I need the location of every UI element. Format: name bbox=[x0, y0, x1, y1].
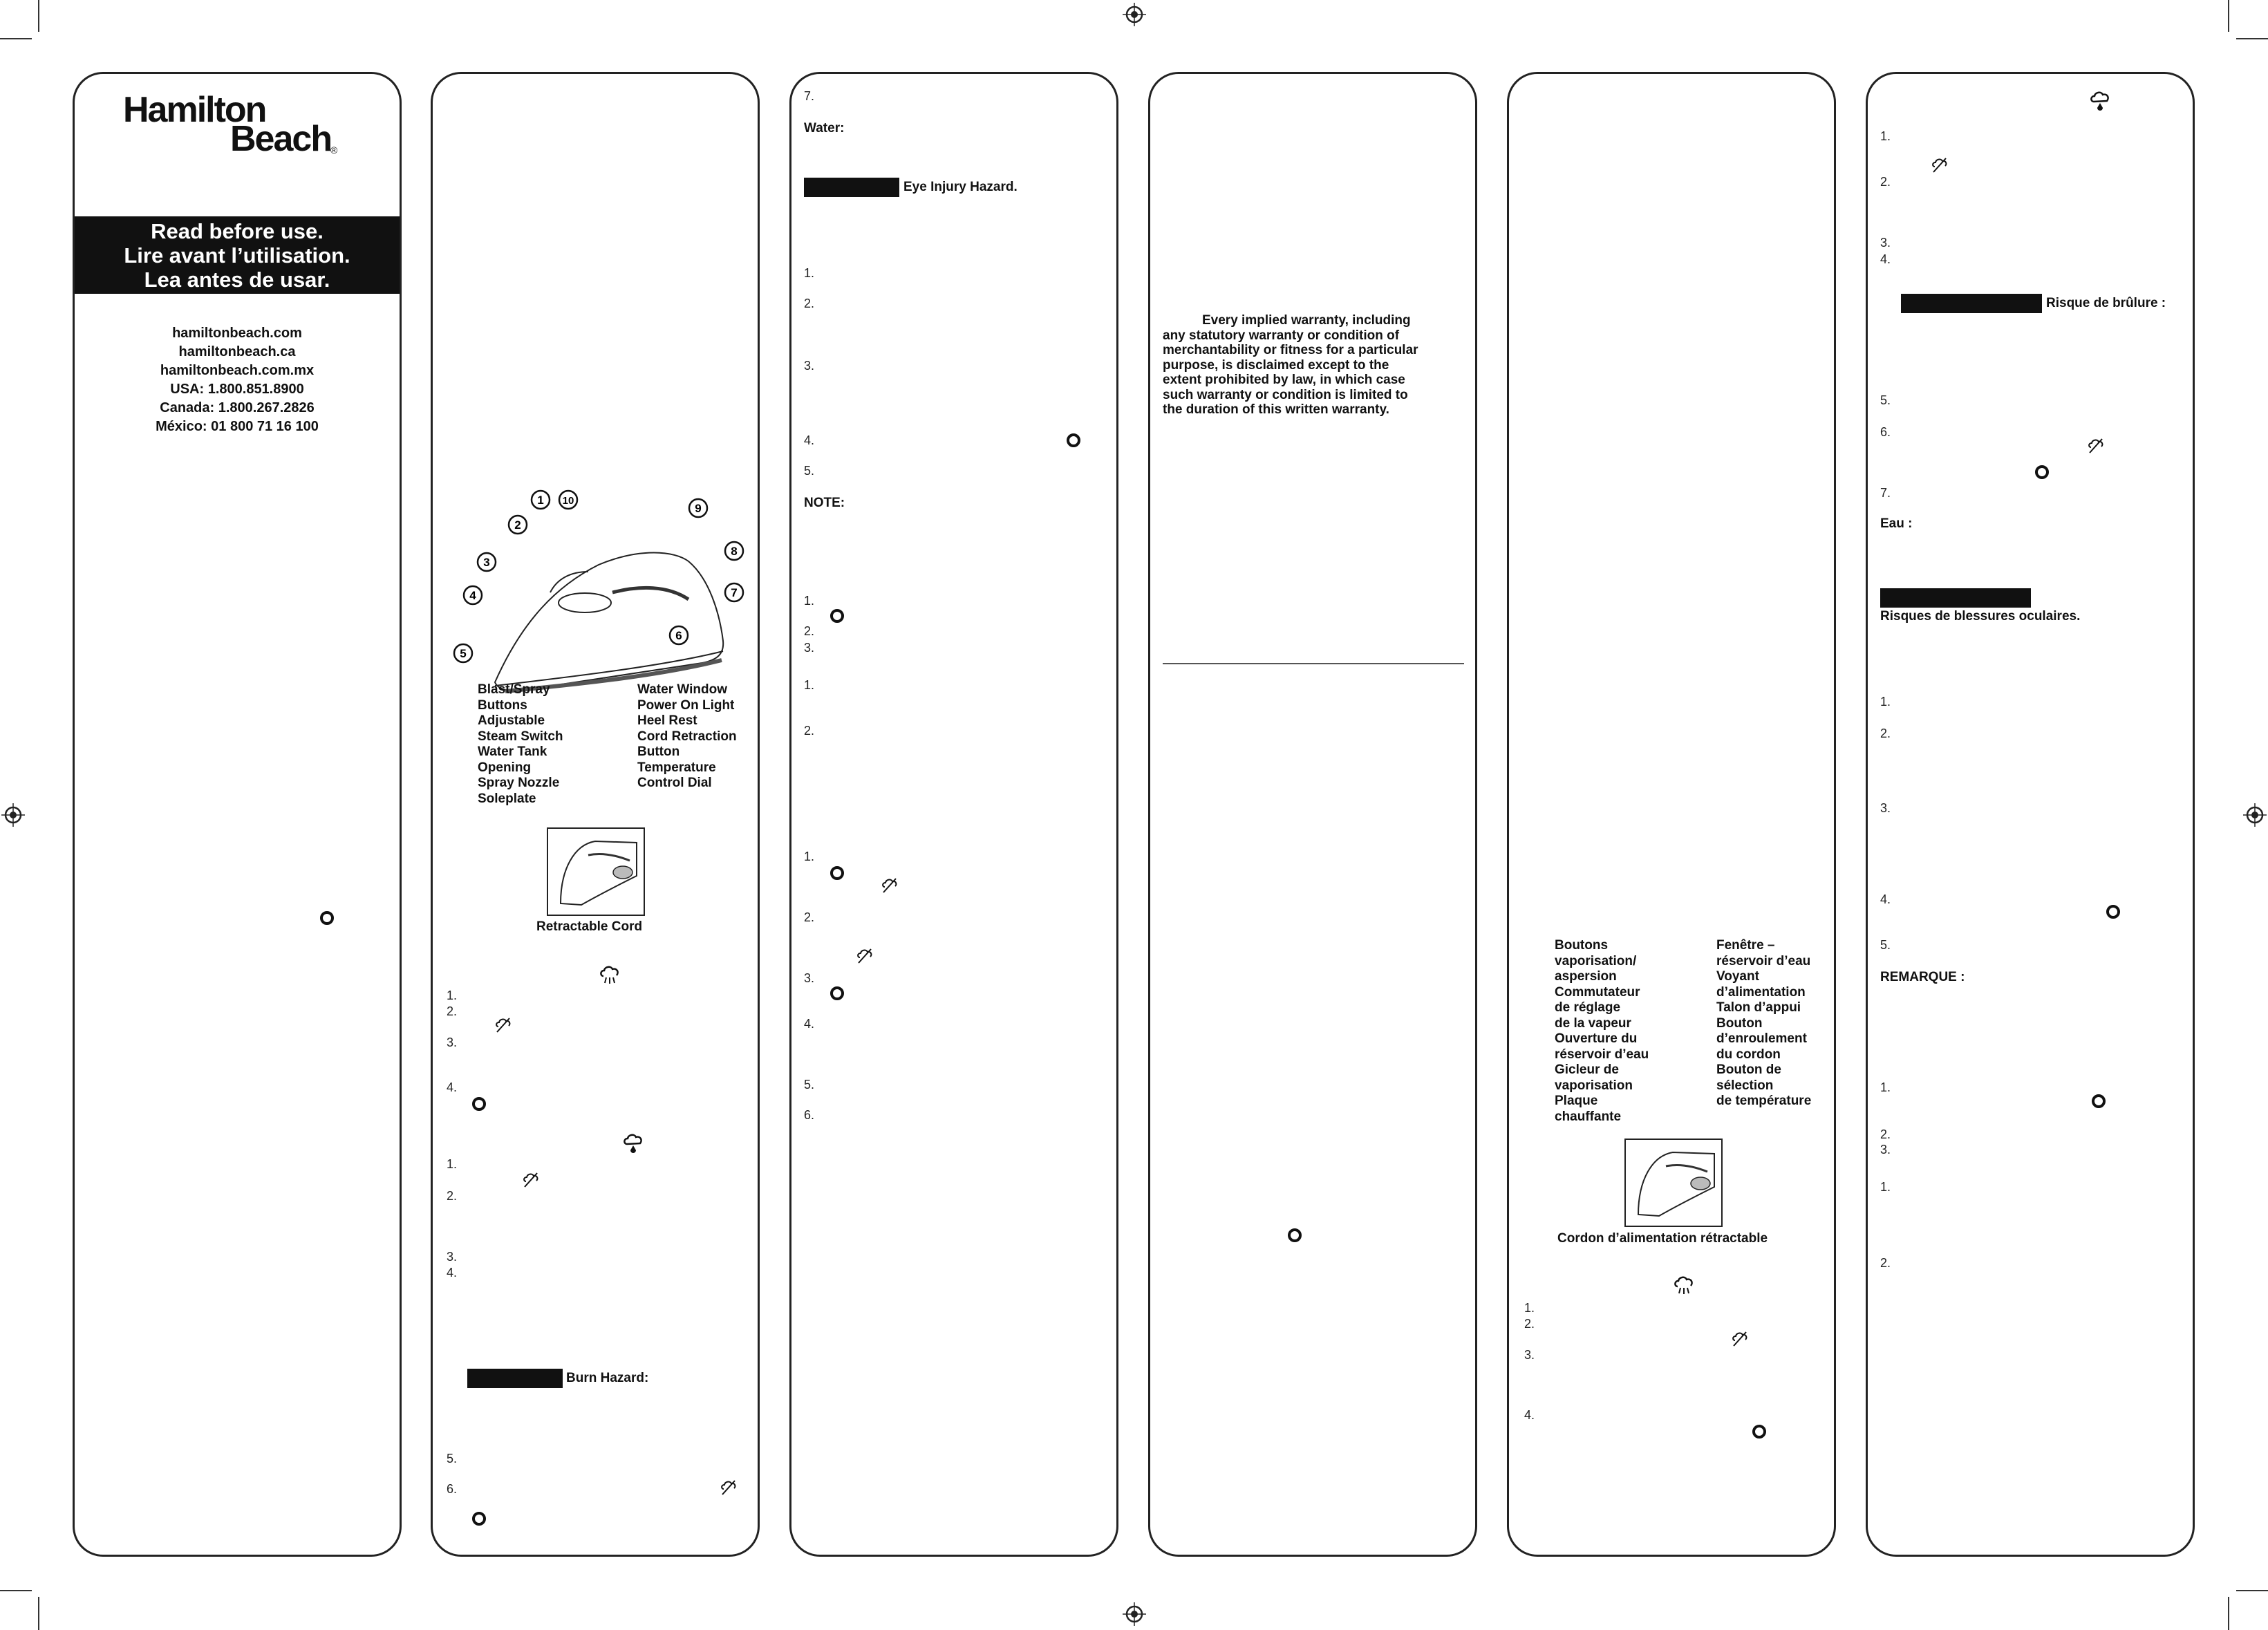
retractable-cord-illustration bbox=[1624, 1139, 1723, 1227]
step-number: 4. bbox=[447, 1266, 458, 1280]
svg-text:10: 10 bbox=[562, 495, 574, 507]
parts-list-left-fr bbox=[1555, 938, 1649, 1125]
part-label: Talon d’appui bbox=[1716, 1000, 1801, 1015]
phone-mexico: México: 01 800 71 16 100 bbox=[156, 419, 319, 434]
part-label: Power On Light bbox=[637, 697, 735, 713]
part-label: Bouton bbox=[1716, 1015, 1763, 1031]
part-label: de température bbox=[1716, 1094, 1812, 1108]
part-label: Commutateur bbox=[1555, 984, 1640, 1000]
step-number: 3. bbox=[1880, 1143, 1891, 1156]
website-mx: hamiltonbeach.com.mx bbox=[160, 363, 315, 378]
part-label: Heel Rest bbox=[637, 713, 697, 728]
step-number: 2. bbox=[804, 624, 815, 638]
power-light-ring-icon bbox=[830, 866, 844, 880]
svg-text:3: 3 bbox=[483, 556, 490, 569]
warranty-line: the duration of this written warranty. bbox=[1163, 402, 1389, 417]
burn-hazard-label-fr: Risque de brûlure : bbox=[2046, 296, 2166, 310]
step-number: 1. bbox=[804, 850, 815, 863]
step-number: 7. bbox=[1880, 486, 1891, 500]
part-label: d’enroulement bbox=[1716, 1031, 1807, 1046]
contact-block bbox=[75, 324, 400, 436]
part-label: de la vapeur bbox=[1555, 1015, 1631, 1031]
part-label: Water Tank bbox=[478, 744, 547, 759]
no-steam-icon bbox=[856, 948, 873, 964]
step-number: 2. bbox=[1524, 1317, 1535, 1331]
cover-panel bbox=[73, 72, 402, 1557]
no-steam-icon bbox=[495, 1017, 512, 1033]
warranty-line: such warranty or condition is limited to bbox=[1163, 387, 1408, 402]
step-number: 7. bbox=[804, 89, 815, 103]
step-number: 1. bbox=[447, 989, 458, 1002]
part-label: Plaque bbox=[1555, 1094, 1598, 1108]
step-number: 3. bbox=[1880, 801, 1891, 815]
step-number: 5. bbox=[804, 464, 815, 478]
banner-line-fr: Lire avant l’utilisation. bbox=[124, 243, 350, 268]
power-light-ring-icon bbox=[472, 1512, 486, 1526]
step-number: 4. bbox=[447, 1080, 458, 1094]
step-number: 4. bbox=[804, 433, 815, 447]
step-number: 1. bbox=[1880, 695, 1891, 709]
registered-mark: ® bbox=[330, 144, 338, 156]
step-number: 2. bbox=[1880, 1127, 1891, 1141]
step-number: 3. bbox=[447, 1036, 458, 1049]
parts-panel-fr bbox=[1507, 72, 1836, 1557]
part-label: Steam Switch bbox=[478, 729, 563, 744]
svg-text:9: 9 bbox=[695, 502, 702, 515]
step-number: 1. bbox=[1524, 1301, 1535, 1315]
part-label: de réglage bbox=[1555, 1000, 1621, 1015]
brand-line-2: Beach bbox=[230, 119, 332, 159]
power-light-ring-icon bbox=[320, 911, 334, 925]
power-light-ring-icon bbox=[1752, 1425, 1766, 1439]
callout-6 bbox=[668, 624, 690, 646]
retractable-cord-illustration bbox=[547, 827, 645, 916]
instructions-panel-en bbox=[789, 72, 1118, 1557]
step-number: 6. bbox=[1880, 425, 1891, 439]
no-steam-icon bbox=[881, 877, 898, 894]
step-number: 1. bbox=[447, 1157, 458, 1171]
step-number: 2. bbox=[1880, 1256, 1891, 1270]
warning-bar bbox=[804, 178, 899, 197]
step-number: 1. bbox=[804, 678, 815, 692]
part-label: aspersion bbox=[1555, 969, 1617, 984]
step-number: 6. bbox=[804, 1108, 815, 1122]
registration-mark-icon bbox=[1123, 1602, 1146, 1626]
part-label: réservoir d’eau bbox=[1555, 1047, 1649, 1062]
step-number: 3. bbox=[804, 641, 815, 655]
no-steam-icon bbox=[720, 1479, 737, 1496]
step-number: 3. bbox=[804, 359, 815, 373]
svg-text:2: 2 bbox=[514, 518, 521, 532]
svg-text:4: 4 bbox=[469, 589, 476, 602]
part-label: d’alimentation bbox=[1716, 984, 1806, 1000]
step-number: 1. bbox=[1880, 1180, 1891, 1194]
registration-mark-icon bbox=[1123, 3, 1146, 26]
step-number: 2. bbox=[804, 910, 815, 924]
step-number: 1. bbox=[1880, 129, 1891, 143]
power-light-ring-icon bbox=[472, 1097, 486, 1111]
callout-5 bbox=[452, 642, 474, 664]
callout-8 bbox=[723, 540, 745, 562]
power-light-ring-icon bbox=[830, 986, 844, 1000]
part-label: Buttons bbox=[478, 697, 527, 713]
warning-bar bbox=[467, 1369, 563, 1388]
banner-line-en: Read before use. bbox=[151, 219, 324, 243]
water-drop-icon bbox=[622, 1132, 644, 1154]
registration-mark-icon bbox=[2243, 803, 2267, 827]
svg-text:6: 6 bbox=[675, 629, 682, 642]
power-light-ring-icon bbox=[1067, 433, 1080, 447]
no-steam-icon bbox=[1931, 157, 1948, 174]
part-label: Blast/Spray bbox=[478, 682, 550, 697]
step-number: 3. bbox=[804, 971, 815, 985]
step-number: 2. bbox=[804, 297, 815, 310]
step-number: 6. bbox=[447, 1482, 458, 1496]
step-number: 5. bbox=[1880, 938, 1891, 952]
banner-line-es: Lea antes de usar. bbox=[144, 268, 330, 292]
water-drop-icon bbox=[2089, 89, 2111, 111]
remarque-heading: REMARQUE : bbox=[1880, 970, 1965, 984]
step-number: 3. bbox=[1524, 1348, 1535, 1362]
phone-usa: USA: 1.800.851.8900 bbox=[170, 382, 304, 397]
step-number: 3. bbox=[1880, 236, 1891, 250]
power-light-ring-icon bbox=[830, 609, 844, 623]
callout-2 bbox=[507, 514, 529, 536]
step-number: 4. bbox=[1880, 892, 1891, 906]
part-label: réservoir d’eau bbox=[1716, 953, 1811, 968]
retractable-cord-caption-fr: Cordon d’alimentation rétractable bbox=[1557, 1231, 1768, 1246]
water-heading: Water: bbox=[804, 121, 845, 135]
warning-bar bbox=[1901, 294, 2042, 313]
power-light-ring-icon bbox=[1288, 1228, 1302, 1242]
parts-panel bbox=[431, 72, 760, 1557]
brand-logo bbox=[123, 89, 372, 165]
part-label: vaporisation/ bbox=[1555, 953, 1637, 968]
steam-icon bbox=[599, 964, 621, 986]
no-steam-icon bbox=[523, 1172, 539, 1188]
website-us: hamiltonbeach.com bbox=[172, 326, 302, 341]
step-number: 5. bbox=[1880, 393, 1891, 407]
step-number: 2. bbox=[1880, 175, 1891, 189]
part-label: Water Window bbox=[637, 682, 728, 697]
warning-bar bbox=[1880, 588, 2031, 608]
power-light-ring-icon bbox=[2106, 905, 2120, 919]
callout-10 bbox=[557, 489, 579, 511]
eau-heading: Eau : bbox=[1880, 516, 1913, 531]
warranty-line: Every implied warranty, including bbox=[1202, 313, 1411, 328]
part-label: Temperature bbox=[637, 760, 716, 775]
part-label: sélection bbox=[1716, 1078, 1774, 1093]
warranty-line: purpose, is disclaimed except to the bbox=[1163, 357, 1389, 373]
no-steam-icon bbox=[2088, 438, 2104, 454]
callout-7 bbox=[723, 581, 745, 603]
instructions-panel-fr bbox=[1866, 72, 2195, 1557]
power-light-ring-icon bbox=[2035, 465, 2049, 479]
steam-icon bbox=[1673, 1274, 1695, 1296]
part-label: Control Dial bbox=[637, 776, 712, 790]
part-label: Cord Retraction bbox=[637, 729, 737, 744]
parts-list-right bbox=[637, 682, 737, 791]
warranty-line: merchantability or fitness for a particular bbox=[1163, 343, 1418, 357]
parts-list-right-fr bbox=[1716, 938, 1811, 1109]
step-number: 5. bbox=[804, 1078, 815, 1092]
website-ca: hamiltonbeach.ca bbox=[178, 344, 296, 359]
parts-list-left bbox=[478, 682, 563, 807]
note-heading: NOTE: bbox=[804, 496, 845, 510]
svg-text:8: 8 bbox=[731, 545, 738, 558]
part-label: Opening bbox=[478, 760, 532, 775]
part-label: du cordon bbox=[1716, 1047, 1781, 1062]
part-label: Fenêtre – bbox=[1716, 938, 1775, 953]
warranty-panel bbox=[1148, 72, 1477, 1557]
brand-line-1: Hamilton bbox=[123, 90, 266, 130]
divider bbox=[1163, 663, 1464, 664]
part-label: Bouton de bbox=[1716, 1062, 1781, 1077]
part-label: Adjustable bbox=[478, 713, 545, 728]
eye-injury-hazard-fr: Risques de blessures oculaires. bbox=[1880, 609, 2081, 624]
step-number: 2. bbox=[447, 1189, 458, 1203]
part-label: Button bbox=[637, 744, 680, 759]
svg-text:7: 7 bbox=[731, 586, 738, 599]
callout-9 bbox=[687, 497, 709, 519]
step-number: 2. bbox=[804, 724, 815, 738]
step-number: 1. bbox=[804, 266, 815, 280]
part-label: Ouverture du bbox=[1555, 1031, 1638, 1046]
warranty-line: any statutory warranty or condition of bbox=[1163, 328, 1400, 343]
burn-hazard-label: Burn Hazard: bbox=[566, 1371, 649, 1385]
step-number: 2. bbox=[1880, 727, 1891, 740]
step-number: 3. bbox=[447, 1250, 458, 1264]
callout-4 bbox=[462, 584, 484, 606]
phone-canada: Canada: 1.800.267.2826 bbox=[160, 400, 315, 415]
registration-mark-icon bbox=[1, 803, 25, 827]
step-number: 4. bbox=[1880, 252, 1891, 266]
power-light-ring-icon bbox=[2092, 1094, 2106, 1108]
step-number: 4. bbox=[804, 1017, 815, 1031]
retractable-cord-caption: Retractable Cord bbox=[536, 919, 643, 934]
step-number: 5. bbox=[447, 1452, 458, 1465]
warranty-text bbox=[1163, 313, 1418, 418]
part-label: Soleplate bbox=[478, 791, 536, 806]
step-number: 1. bbox=[1880, 1080, 1891, 1094]
step-number: 1. bbox=[804, 594, 815, 608]
svg-text:1: 1 bbox=[537, 494, 544, 507]
step-number: 2. bbox=[447, 1004, 458, 1018]
eye-injury-hazard: Eye Injury Hazard. bbox=[903, 180, 1018, 194]
part-label: Voyant bbox=[1716, 969, 1759, 984]
warranty-line: extent prohibited by law, in which case bbox=[1163, 373, 1405, 387]
read-before-use-banner bbox=[75, 216, 400, 294]
no-steam-icon bbox=[1732, 1331, 1748, 1347]
callout-1 bbox=[529, 489, 552, 511]
part-label: Spray Nozzle bbox=[478, 776, 560, 790]
part-label: vaporisation bbox=[1555, 1078, 1633, 1093]
part-label: Gicleur de bbox=[1555, 1062, 1619, 1077]
part-label: chauffante bbox=[1555, 1109, 1622, 1124]
part-label: Boutons bbox=[1555, 938, 1609, 953]
step-number: 4. bbox=[1524, 1408, 1535, 1422]
svg-text:5: 5 bbox=[460, 647, 467, 660]
callout-3 bbox=[476, 551, 498, 573]
